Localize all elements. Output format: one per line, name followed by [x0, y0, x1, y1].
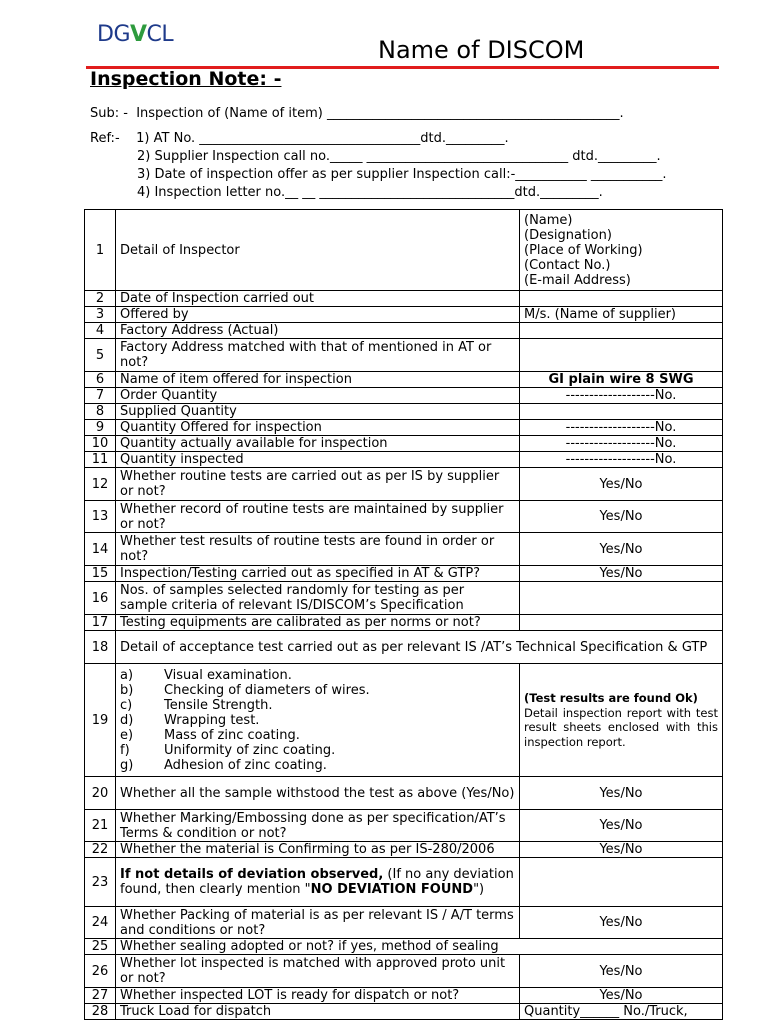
row-number: 4 — [85, 323, 116, 339]
test-item: d) Wrapping test. — [120, 712, 260, 728]
row-value: -------------------No. — [520, 436, 723, 452]
row-number: 16 — [85, 582, 116, 615]
row-description: Whether routine tests are carried out as per IS by supplier or not? — [116, 468, 520, 501]
row-description: Name of item offered for inspection — [116, 372, 520, 388]
row-number: 27 — [85, 988, 116, 1004]
row-number: 20 — [85, 777, 116, 810]
acceptance-test-list — [116, 664, 520, 777]
row-number: 23 — [85, 858, 116, 907]
row-description: Date of Inspection carried out — [116, 291, 520, 307]
test-result-note: (Test results are found Ok) Detail inspection report with test result sheets enclosed with this inspection report. — [520, 664, 723, 777]
row-value: -------------------No. — [520, 388, 723, 404]
ref-line-1: Ref:- 1) AT No. __________________________________dtd._________. — [90, 131, 509, 146]
row-value — [520, 291, 723, 307]
table-row — [85, 566, 723, 582]
table-row — [85, 664, 723, 777]
row-number: 17 — [85, 615, 116, 631]
row-description: Nos. of samples selected randomly for testing as per sample criteria of relevant IS/DISCOM’s Specification — [116, 582, 520, 615]
deviation-description: If not details of deviation observed, (If no any deviation found, then clearly mention "NO DEVIATION FOUND") — [116, 858, 520, 907]
table-row — [85, 323, 723, 339]
table-row — [85, 858, 723, 907]
row-description: Offered by — [116, 307, 520, 323]
row-value: Yes/No — [520, 988, 723, 1004]
table-row — [85, 631, 723, 664]
test-item: e) Mass of zinc coating. — [120, 727, 300, 743]
table-row — [85, 777, 723, 810]
table-row — [85, 907, 723, 939]
row-value: -------------------No. — [520, 420, 723, 436]
test-item: c) Tensile Strength. — [120, 697, 273, 713]
row-number: 2 — [85, 291, 116, 307]
row-description: Testing equipments are calibrated as per norms or not? — [116, 615, 520, 631]
row-description: Whether inspected LOT is ready for dispatch or not? — [116, 988, 520, 1004]
row-number: 3 — [85, 307, 116, 323]
row-value — [520, 615, 723, 631]
table-row — [85, 436, 723, 452]
row-description: Whether test results of routine tests are found in order or not? — [116, 533, 520, 566]
row-value: Yes/No — [520, 842, 723, 858]
row-description: Whether the material is Confirming to as per IS-280/2006 — [116, 842, 520, 858]
subject-line: Sub: - Inspection of (Name of item) _____________________________________________. — [90, 106, 624, 121]
row-description: Whether lot inspected is matched with approved proto unit or not? — [116, 955, 520, 988]
row-number: 18 — [85, 631, 116, 664]
table-row — [85, 372, 723, 388]
row-number: 11 — [85, 452, 116, 468]
row-value — [520, 858, 723, 907]
table-row — [85, 420, 723, 436]
table-row — [85, 842, 723, 858]
test-item: g) Adhesion of zinc coating. — [120, 757, 327, 773]
row-value: GI plain wire 8 SWG — [520, 372, 723, 388]
test-item: f) Uniformity of zinc coating. — [120, 742, 336, 758]
row-description: Detail of acceptance test carried out as per relevant IS /AT’s Technical Specification & GTP — [116, 631, 723, 664]
row-number: 14 — [85, 533, 116, 566]
row-description: Detail of Inspector — [116, 210, 520, 291]
row-description: Truck Load for dispatch — [116, 1004, 520, 1020]
row-number: 19 — [85, 664, 116, 777]
table-row — [85, 210, 723, 291]
row-number: 28 — [85, 1004, 116, 1020]
row-number: 25 — [85, 939, 116, 955]
inspection-table — [84, 209, 723, 1020]
table-row — [85, 404, 723, 420]
row-description: Quantity Offered for inspection — [116, 420, 520, 436]
row-value — [520, 339, 723, 372]
row-value: Yes/No — [520, 955, 723, 988]
table-row — [85, 955, 723, 988]
row-number: 5 — [85, 339, 116, 372]
dgvcl-logo: DGVCL — [97, 22, 174, 47]
row-description: Whether Marking/Embossing done as per specification/AT’s Terms & condition or not? — [116, 810, 520, 842]
ref-line-4: 4) Inspection letter no.__ __ ______________________________dtd._________. — [137, 185, 603, 200]
row-number: 10 — [85, 436, 116, 452]
row-number: 13 — [85, 501, 116, 533]
page-title: Inspection Note: - — [90, 68, 282, 90]
test-item: a) Visual examination. — [120, 667, 292, 683]
row-description: Whether Packing of material is as per relevant IS / A/T terms and conditions or not? — [116, 907, 520, 939]
table-row — [85, 452, 723, 468]
row-number: 15 — [85, 566, 116, 582]
table-row — [85, 388, 723, 404]
row-number: 22 — [85, 842, 116, 858]
table-row — [85, 1004, 723, 1020]
table-row — [85, 291, 723, 307]
row-description: Supplied Quantity — [116, 404, 520, 420]
row-number: 21 — [85, 810, 116, 842]
ref-line-3: 3) Date of inspection offer as per supplier Inspection call:-___________ ___________. — [137, 167, 667, 182]
table-row — [85, 339, 723, 372]
row-value: Yes/No — [520, 777, 723, 810]
row-description: Factory Address matched with that of mentioned in AT or not? — [116, 339, 520, 372]
row-value: Yes/No — [520, 566, 723, 582]
discom-name: Name of DISCOM — [378, 36, 585, 64]
row-description: Inspection/Testing carried out as specified in AT & GTP? — [116, 566, 520, 582]
row-value: Yes/No — [520, 810, 723, 842]
row-description: Quantity actually available for inspection — [116, 436, 520, 452]
row-description: Order Quantity — [116, 388, 520, 404]
test-item: b) Checking of diameters of wires. — [120, 682, 370, 698]
row-value — [520, 323, 723, 339]
row-description: Whether sealing adopted or not? if yes, method of sealing — [116, 939, 723, 955]
table-row — [85, 468, 723, 501]
row-number: 8 — [85, 404, 116, 420]
row-value — [520, 582, 723, 615]
row-number: 6 — [85, 372, 116, 388]
table-row — [85, 501, 723, 533]
table-row — [85, 988, 723, 1004]
row-value: (Name) (Designation) (Place of Working) (Contact No.) (E-mail Address) — [520, 210, 723, 291]
table-row — [85, 307, 723, 323]
row-number: 12 — [85, 468, 116, 501]
row-number: 7 — [85, 388, 116, 404]
row-number: 9 — [85, 420, 116, 436]
row-description: Factory Address (Actual) — [116, 323, 520, 339]
row-value: -------------------No. — [520, 452, 723, 468]
row-description: Whether record of routine tests are maintained by supplier or not? — [116, 501, 520, 533]
table-row — [85, 615, 723, 631]
row-value: Yes/No — [520, 907, 723, 939]
row-value: M/s. (Name of supplier) — [520, 307, 723, 323]
row-description: Quantity inspected — [116, 452, 520, 468]
row-value: Yes/No — [520, 501, 723, 533]
table-row — [85, 582, 723, 615]
row-description: Whether all the sample withstood the test as above (Yes/No) — [116, 777, 520, 810]
row-value: Yes/No — [520, 533, 723, 566]
table-row — [85, 533, 723, 566]
row-value: Quantity______ No./Truck, — [520, 1004, 723, 1020]
ref-line-2: 2) Supplier Inspection call no._____ _______________________________ dtd._________. — [137, 149, 661, 164]
row-value — [520, 404, 723, 420]
row-value: Yes/No — [520, 468, 723, 501]
row-number: 24 — [85, 907, 116, 939]
row-number: 26 — [85, 955, 116, 988]
table-row — [85, 939, 723, 955]
table-row — [85, 810, 723, 842]
row-number: 1 — [85, 210, 116, 291]
